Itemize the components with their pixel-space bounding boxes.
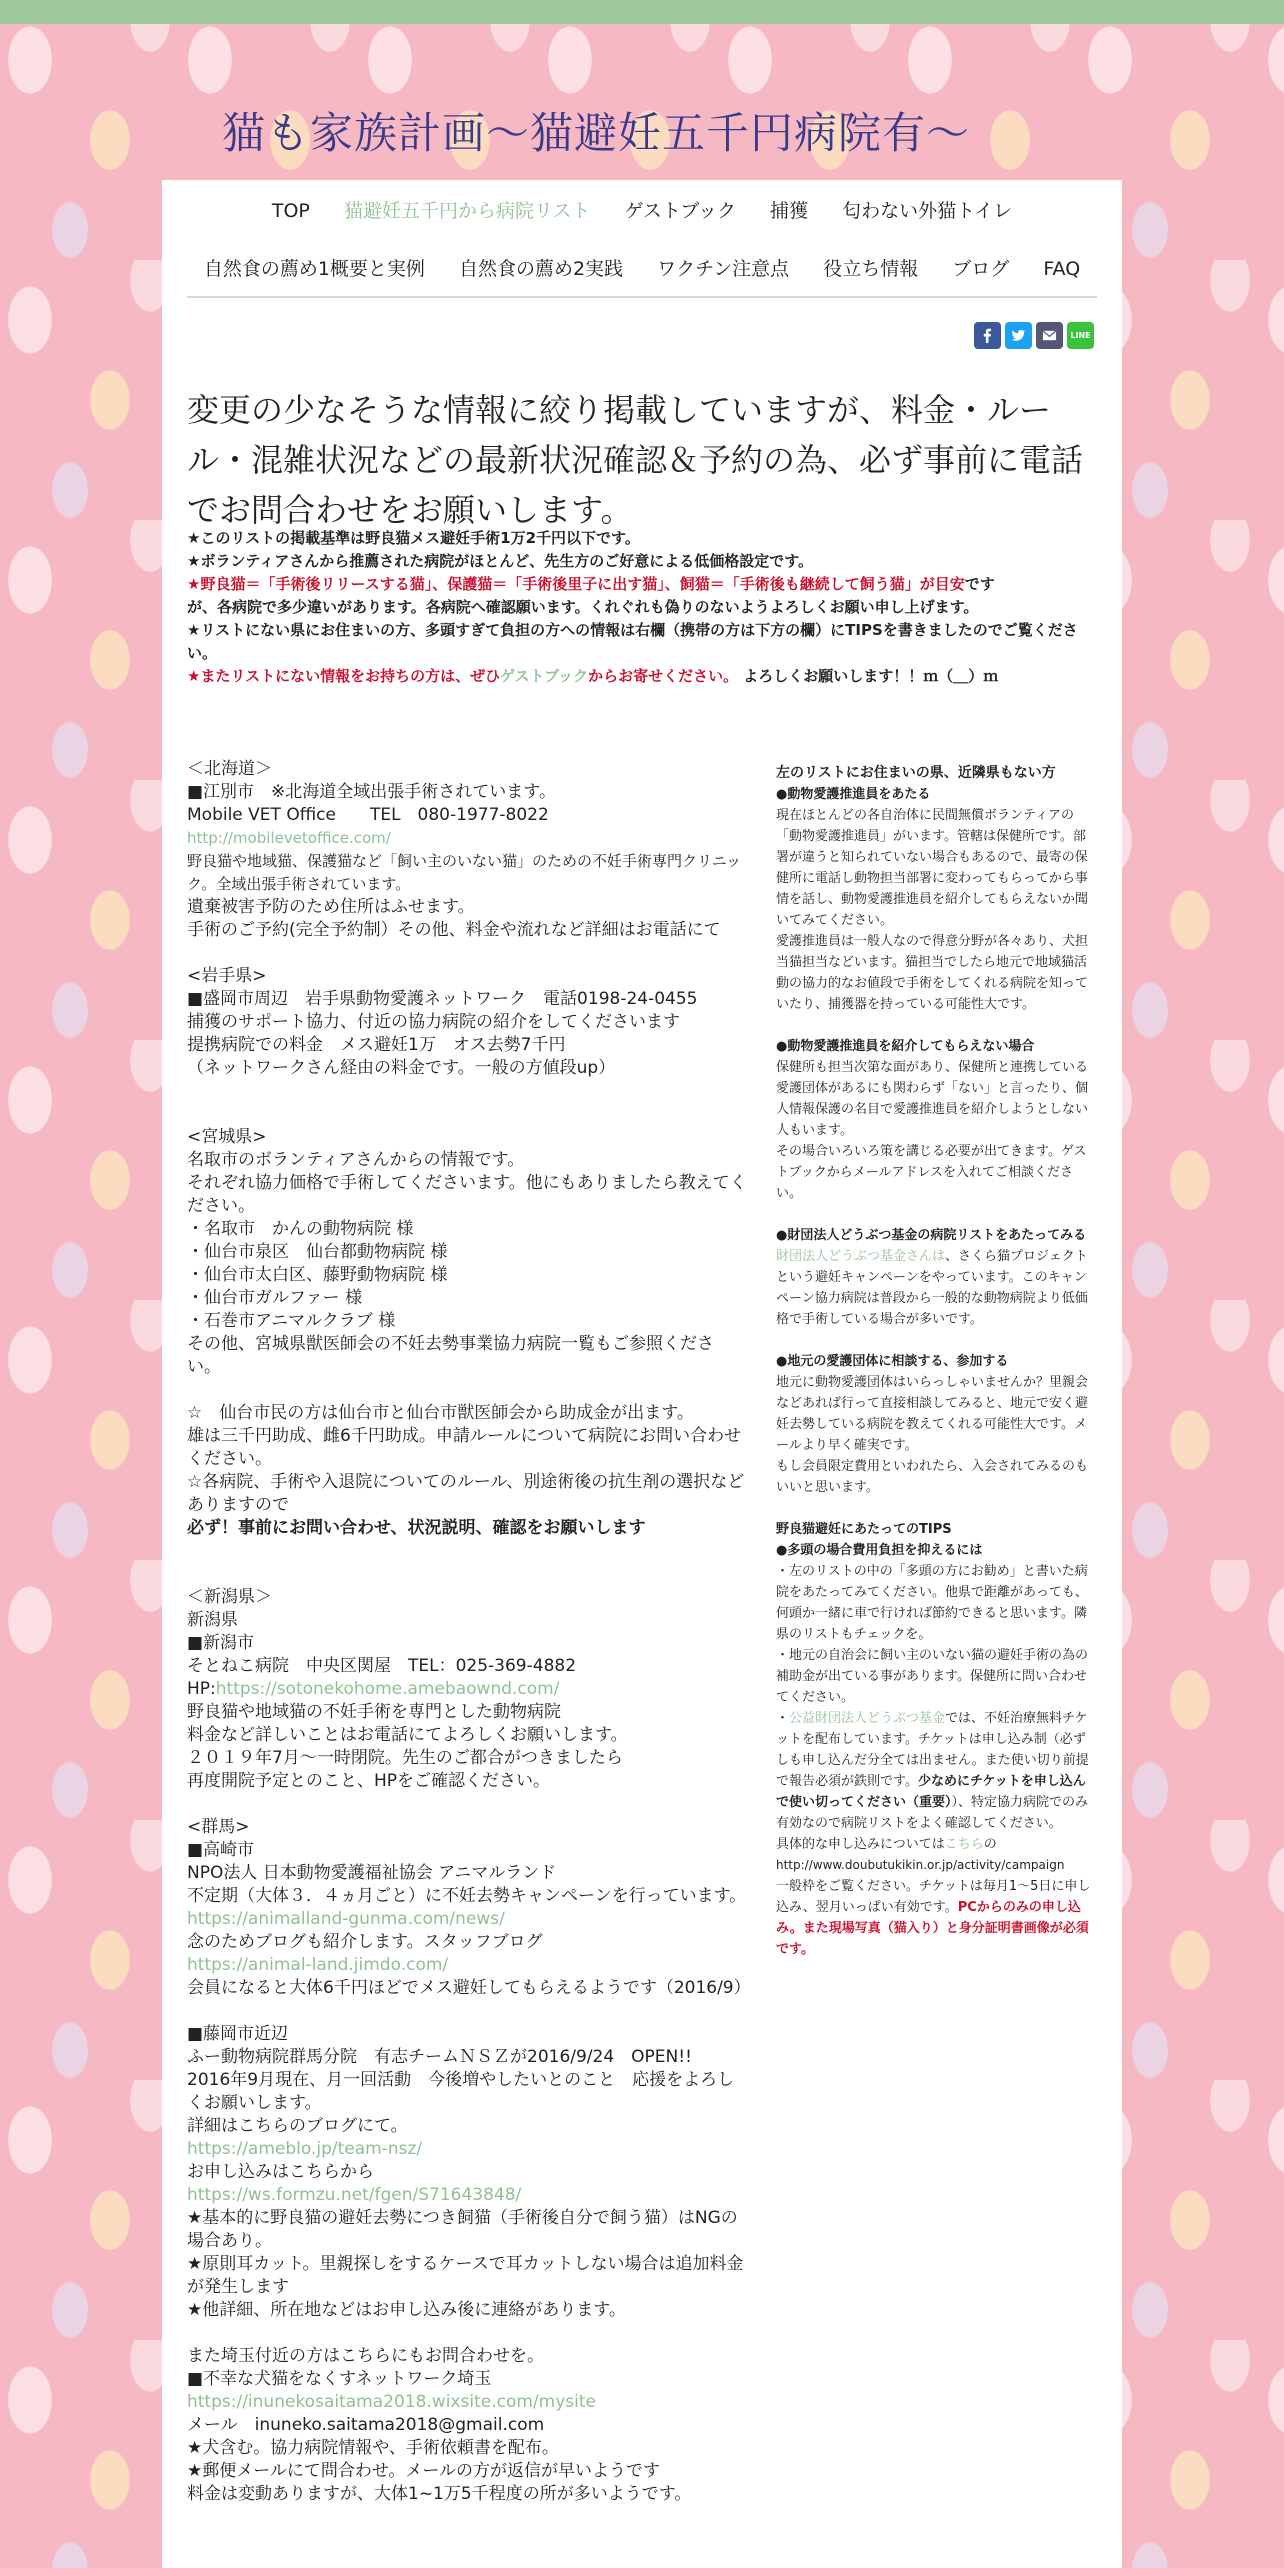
application-form-link[interactable]: https://ws.formzu.net/fgen/S71643848/ (187, 2185, 522, 2205)
nav-vaccine[interactable]: ワクチン注意点 (657, 258, 790, 280)
nav-faq[interactable]: FAQ (1043, 258, 1081, 280)
nav-top[interactable]: TOP (271, 200, 310, 222)
list-item: ・仙台市太白区、藤野動物病院 様 (187, 1265, 448, 1285)
mail-share-button[interactable] (1036, 322, 1063, 349)
content-panel (162, 180, 1122, 2568)
line-icon: LINE (1070, 331, 1091, 340)
nav-natural-food-1[interactable]: 自然食の薦め1概要と実例 (203, 258, 425, 280)
twitter-icon (1011, 328, 1026, 343)
saitama-network-link[interactable]: https://inunekosaitama2018.wixsite.com/mysite (187, 2392, 596, 2412)
notice-line: ★野良猫＝「手術後リリースする猫」、保護猫＝「手術後里子に出す猫」、飼猫＝「手術後も継続して飼う猫」が目安です (187, 575, 995, 593)
nav-guestbook[interactable]: ゲストブック (624, 200, 736, 222)
nav-divider (187, 296, 1097, 298)
nav-hospital-list[interactable]: 猫避妊五千円から病院リスト (343, 200, 591, 222)
campaign-url: http://www.doubutukikin.or.jp/activity/campaign (776, 1858, 1065, 1872)
mobilevet-link[interactable]: http://mobilevetoffice.com/ (187, 829, 391, 847)
animalland-news-link[interactable]: https://animalland-gunma.com/news/ (187, 1909, 505, 1929)
notice-line: ★このリストの掲載基準は野良猫メス避妊手術1万2千円以下です。 (187, 529, 640, 547)
notice-block (187, 527, 1102, 688)
mail-icon (1042, 328, 1057, 343)
hospital-list: ＜北海道＞ ■江別市 ※北海道全域出張手術されています。 Mobile VET Office TEL 080-1977-8022 http://mobilevetoffice.com/ 野良猫や地域猫、保護猫など「飼い主のいない猫」のための不妊手術専門クリニック。全域出張手術されています。 遺棄被害予防のため住所はふせます。 手術のご予約(完全予約制）その他、料金や流れなど詳細はお電話にて <岩手県> ■盛岡市周辺 岩手県動物愛護ネットワーク 電話0198-24-0455 捕獲のサポート協力、付近の協力病院の紹介をしてくださいます 提携病院での料金 メス避妊1万 オス去勢7千円 （ネットワークさん経由の料金です。一般の方値段up） <宮城県> 名取市のボランティアさんからの情報です。 それぞれ協力価格で手術してくださいます。他にもありましたら教えてください。 ・名取市 かんの動物病院 様 ・仙台市泉区 仙台都動物病院 様 ・仙台市太白区、藤野動物病院 様 ・仙台市ガルファー 様 ・石巻市アニマルクラブ 様 その他、宮城県獣医師会の不妊去勢事業協力病院一覧もご参照ください。 ☆ 仙台市民の方は仙台市と仙台市獣医師会から助成金が出ます。 雄は三千円助成、雌6千円助成。申請ルールについて病院にお問い合わせください。 ☆各病院、手術や入退院についてのルール、別途術後の抗生剤の選択などありますので 必ず！事前にお問い合わせ、状況説明、確認をお願いします ＜新潟県＞ 新潟県 ■新潟市 そとねこ病院 中央区関屋 TEL：025-369-4882 HP:https://sotonekohome.amebaownd.com/ 野良猫や地域猫の不妊手術を専門とした動物病院 料金など詳しいことはお電話にてよろしくお願いします。 ２０１９年7月～一時閉院。先生のご都合がつきましたら 再度開院予定とのこと、HPをご確認ください。 <群馬> ■高崎市 NPO法人 日本動物愛護福祉協会 アニマルランド 不定期（大体３．４ヵ月ごと）に不妊去勢キャンペーンを行っています。 https://animalland-gunma.com/news/ 念のためブログも紹介します。スタッフブログ https://animal-land.jimdo.com/ 会員になると大体6千円ほどでメス避妊してもらえるようです（2016/9） ■藤岡市近辺 ふー動物病院群馬分院 有志チームＮＳＺが2016/9/24 OPEN!! 2016年9月現在、月一回活動 今後増やしたいとのこと 応援をよろしくお願いします。 詳細はこちらのブログにて。 https://ameblo.jp/team-nsz/ お申し込みはこちらから https://ws.formzu.net/fgen/S71643848/ ★基本的に野良猫の避妊去勢につき飼猫（手術後自分で飼う猫）はNGの場合あり。 ★原則耳カット。里親探しをするケースで耳カットしない場合は追加料金が発生します ★他詳細、所在地などはお申し込み後に連絡があります。 また埼玉付近の方はこちらにもお問合わせを。 ■不幸な犬猫をなくすネットワーク埼玉 https://inunekosaitama2018.wixsite.com/mysite メール inuneko.saitama2018@gmail.com ★犬含む。協力病院情報や、手術依頼書を配布。 ★郵便メールにて問合わせ。メールの方が返信が早いようです 料金は変動ありますが、大体1~1万5千程度の所が多いようです。 (187, 759, 751, 2504)
line-share-button[interactable] (1067, 322, 1094, 349)
nav-blog[interactable]: ブログ (952, 258, 1010, 280)
list-item: ・名取市 かんの動物病院 様 (187, 1219, 414, 1239)
notice-line: ★リストにない県にお住まいの方、多頭すぎて負担の方への情報は右欄（携帯の方は下方の欄）にTIPSを書きましたのでご覧ください。 (187, 621, 1078, 662)
list-item: ・石巻市アニマルクラブ 様 (187, 1311, 396, 1331)
notice-definition: ★野良猫＝「手術後リリースする猫」、保護猫＝「手術後里子に出す猫」、飼猫＝「手術後も継続して飼う猫」が目安 (187, 575, 965, 593)
sidebar-title: 左のリストにお住まいの県、近隣県もない方 (776, 765, 1056, 781)
nav-capture[interactable]: 捕獲 (770, 200, 809, 222)
notice-line: が、各病院で多少違いがあります。各病院へ確認願います。くれぐれも偽りのないようよろしくお願い申し上げます。 (187, 598, 979, 616)
nav-useful-info[interactable]: 役立ち情報 (823, 258, 919, 280)
section-header-miyagi: <宮城県> (187, 1127, 267, 1147)
doubutsu-kikin-link[interactable]: 財団法人どうぶつ基金さんは (776, 1249, 946, 1264)
page-headline: 変更の少なそうな情報に絞り掲載していますが、料金・ルール・混雑状況などの最新状況確認＆予約の為、必ず事前に電話でお問合わせをお願いします。 (187, 391, 1084, 529)
notice-line: ★ボランティアさんから推薦された病院がほとんど、先生方のご好意による低価格設定です。 (187, 552, 814, 570)
facebook-icon (980, 328, 995, 343)
section-header-hokkaido: ＜北海道＞ (187, 759, 272, 779)
team-nsz-blog-link[interactable]: https://ameblo.jp/team-nsz/ (187, 2139, 423, 2159)
animalland-blog-link[interactable]: https://animal-land.jimdo.com/ (187, 1955, 449, 1975)
sotoneko-link[interactable]: https://sotonekohome.amebaownd.com/ (215, 1679, 560, 1699)
nav-primary (162, 196, 1122, 223)
list-item: ・仙台市ガルファー 様 (187, 1288, 363, 1308)
section-header-gunma: <群馬> (187, 1817, 250, 1837)
tips-sidebar: 左のリストにお住まいの県、近隣県もない方 ●動物愛護推進員をあたる 現在ほとんどの各自治体に民間無償ボランティアの「動物愛護推進員」がいます。管轄は保健所です。部署が違うと知られていない場合もあるので、最寄の保健所に電話し動物担当部署に変わってもらってから事情を話し、動物愛護推進員を紹介してもらえないか聞いてみてください。 愛護推進員は一般人なので得意分野が各々あり、犬担当猫担当などいます。猫担当でしたら地元で地域猫活動の協力的なお値段で手術をしてくれる病院を知っていたり、捕獲器を持っている可能性大です。 ●動物愛護推進員を紹介してもらえない場合 保健所も担当次第な面があり、保健所と連携している愛護団体があるにも関わらず「ない」と言ったり、個人情報保護の名目で愛護推進員を紹介しようとしない人もいます。 その場合いろいろ策を講じる必要が出てきます。ゲストブックからメールアドレスを入れてご相談ください。 ●財団法人どうぶつ基金の病院リストをあたってみる 財団法人どうぶつ基金さんは、さくら猫プロジェクトという避妊キャンペーンをやっています。このキャンペーン協力病院は普段から一般的な動物病院より低価格で手術している場合が多いです。 ●地元の愛護団体に相談する、参加する 地元に動物愛護団体はいらっしゃいませんか？里親会などあれば行って直接相談してみると、地元で安く避妊去勢している病院を教えてくれる可能性大です。メールより早く確実です。 もし会員限定費用といわれたら、入会されてみるのもいいと思います。 野良猫避妊にあたってのTIPS ●多頭の場合費用負担を抑えるには ・左のリストの中の「多頭の方にお勧め」と書いた病院をあたってみてください。他県で距離があっても、何頭か一緒に車で行ければ節約できると思います。隣県のリストもチェックを。 ・地元の自治会に飼い主のいない猫の避妊手術の為の補助金が出ている事があります。保健所に問い合わせてください。 ・公益財団法人どうぶつ基金では、不妊治療無料チケットを配布しています。チケットは申し込み制（必ずしも申し込んだ分全ては出ません。また使い切り前提で報告必須が鉄則です。少なめにチケットを申し込んで使い切ってください（重要））、特定協力病院でのみ有効なので病院リストをよく確認してください。 具体的な申し込みについてはこちらの http://www.doubutukikin.or.jp/activity/campaign 一般枠をご覧ください。チケットは毎月1～5日に申し込み、翌月いっぱい有効です。PCからのみの申し込み。また現場写真（猫入り）と身分証明書画像が必須です。 (776, 763, 1096, 1960)
notice-line: ★またリストにない情報をお持ちの方は、ぜひゲストブックからお寄せください。 よろしくお願いします！！ｍ（＿）ｍ (187, 667, 999, 685)
campaign-details-link[interactable]: こちら (944, 1837, 984, 1852)
twitter-share-button[interactable] (1005, 322, 1032, 349)
doubutsu-kikin-foundation-link[interactable]: 公益財団法人どうぶつ基金 (789, 1711, 946, 1726)
nav-natural-food-2[interactable]: 自然食の薦め2実践 (458, 258, 624, 280)
tips-title: 野良猫避妊にあたってのTIPS (776, 1522, 952, 1537)
guestbook-link[interactable]: ゲストブック (500, 667, 589, 685)
section-header-iwate: <岩手県> (187, 966, 267, 986)
list-item: ・仙台市泉区 仙台都動物病院 様 (187, 1242, 448, 1262)
facebook-share-button[interactable] (974, 322, 1001, 349)
top-band (0, 0, 1284, 24)
section-header-niigata: ＜新潟県＞ (187, 1587, 272, 1607)
site-title[interactable]: 猫も家族計画～猫避妊五千円病院有～ (222, 109, 970, 159)
nav-secondary (162, 254, 1122, 281)
nav-outdoor-toilet[interactable]: 匂わない外猫トイレ (842, 200, 1013, 222)
